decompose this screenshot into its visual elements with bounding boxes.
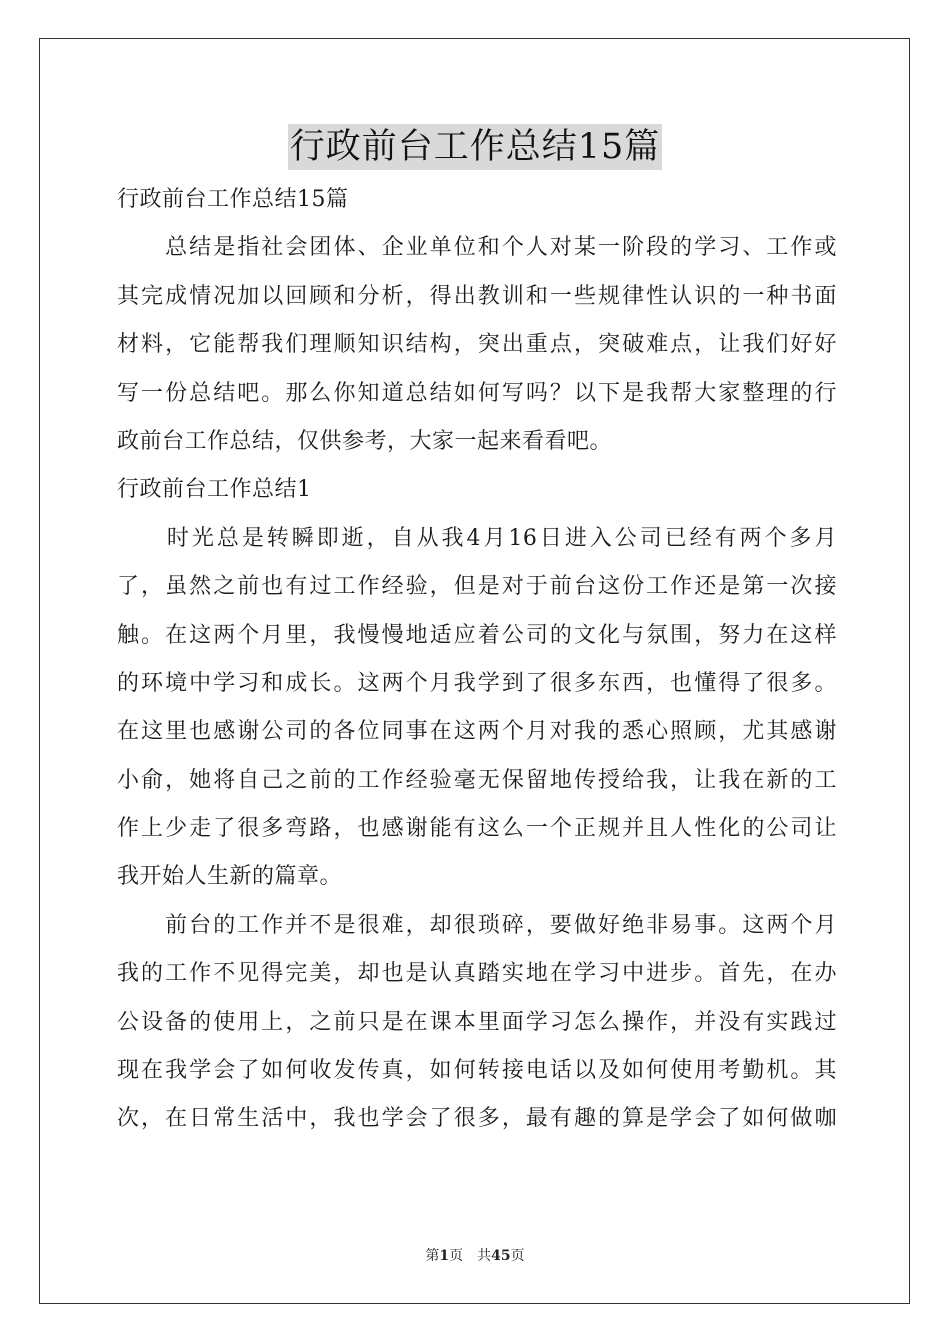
paragraph-line: 现在我学会了如何收发传真，如何转接电话以及如何使用考勤机。其 <box>117 1058 837 1084</box>
paragraph-line: 总结是指社会团体、企业单位和个人对某一阶段的学习、工作或 <box>117 235 837 261</box>
page-number: 1 <box>439 1248 450 1264</box>
section-heading: 行政前台工作总结1 <box>117 477 312 503</box>
paragraph-line: 在这里也感谢公司的各位同事在这两个月对我的悉心照顾，尤其感谢 <box>117 719 837 745</box>
document-body <box>117 176 837 1144</box>
page-suffix: 页 <box>449 1248 464 1264</box>
paragraph-line: 我开始人生新的篇章。 <box>117 864 343 890</box>
document-title: 行政前台工作总结15篇 <box>288 124 663 170</box>
page-footer <box>0 1245 950 1265</box>
paragraph-line: 了，虽然之前也有过工作经验，但是对于前台这份工作还是第一次接 <box>117 574 837 600</box>
paragraph-line: 政前台工作总结，仅供参考，大家一起来看看吧。 <box>117 428 613 454</box>
total-pages: 45 <box>491 1248 511 1264</box>
paragraph-line: 前台的工作并不是很难，却很琐碎，要做好绝非易事。这两个月 <box>117 912 837 938</box>
page-prefix: 第 <box>425 1248 440 1264</box>
paragraph-line: 小俞，她将自己之前的工作经验毫无保留地传授给我，让我在新的工 <box>117 767 837 793</box>
paragraph-line: 作上少走了很多弯路，也感谢能有这么一个正规并且人性化的公司让 <box>117 816 837 842</box>
paragraph-line: 其完成情况加以回顾和分析，得出教训和一些规律性认识的一种书面 <box>117 283 837 309</box>
paragraph-line: 写一份总结吧。那么你知道总结如何写吗？以下是我帮大家整理的行 <box>117 380 837 406</box>
paragraph-line: 时光总是转瞬即逝，自从我4月16日进入公司已经有两个多月 <box>117 525 837 551</box>
subtitle-line: 行政前台工作总结15篇 <box>117 187 349 212</box>
total-suffix: 页 <box>510 1248 525 1264</box>
title-container <box>0 124 950 170</box>
total-prefix: 共 <box>477 1248 492 1264</box>
paragraph-line: 触。在这两个月里，我慢慢地适应着公司的文化与氛围，努力在这样 <box>117 622 837 648</box>
paragraph-line: 公设备的使用上，之前只是在课本里面学习怎么操作，并没有实践过 <box>117 1009 837 1035</box>
paragraph-line: 的环境中学习和成长。这两个月我学到了很多东西，也懂得了很多。 <box>117 670 837 696</box>
paragraph-line: 我的工作不见得完美，却也是认真踏实地在学习中进步。首先，在办 <box>117 961 837 987</box>
paragraph-line: 次，在日常生活中，我也学会了很多，最有趣的算是学会了如何做咖 <box>117 1106 837 1132</box>
paragraph-line: 材料，它能帮我们理顺知识结构，突出重点，突破难点，让我们好好 <box>117 332 837 358</box>
